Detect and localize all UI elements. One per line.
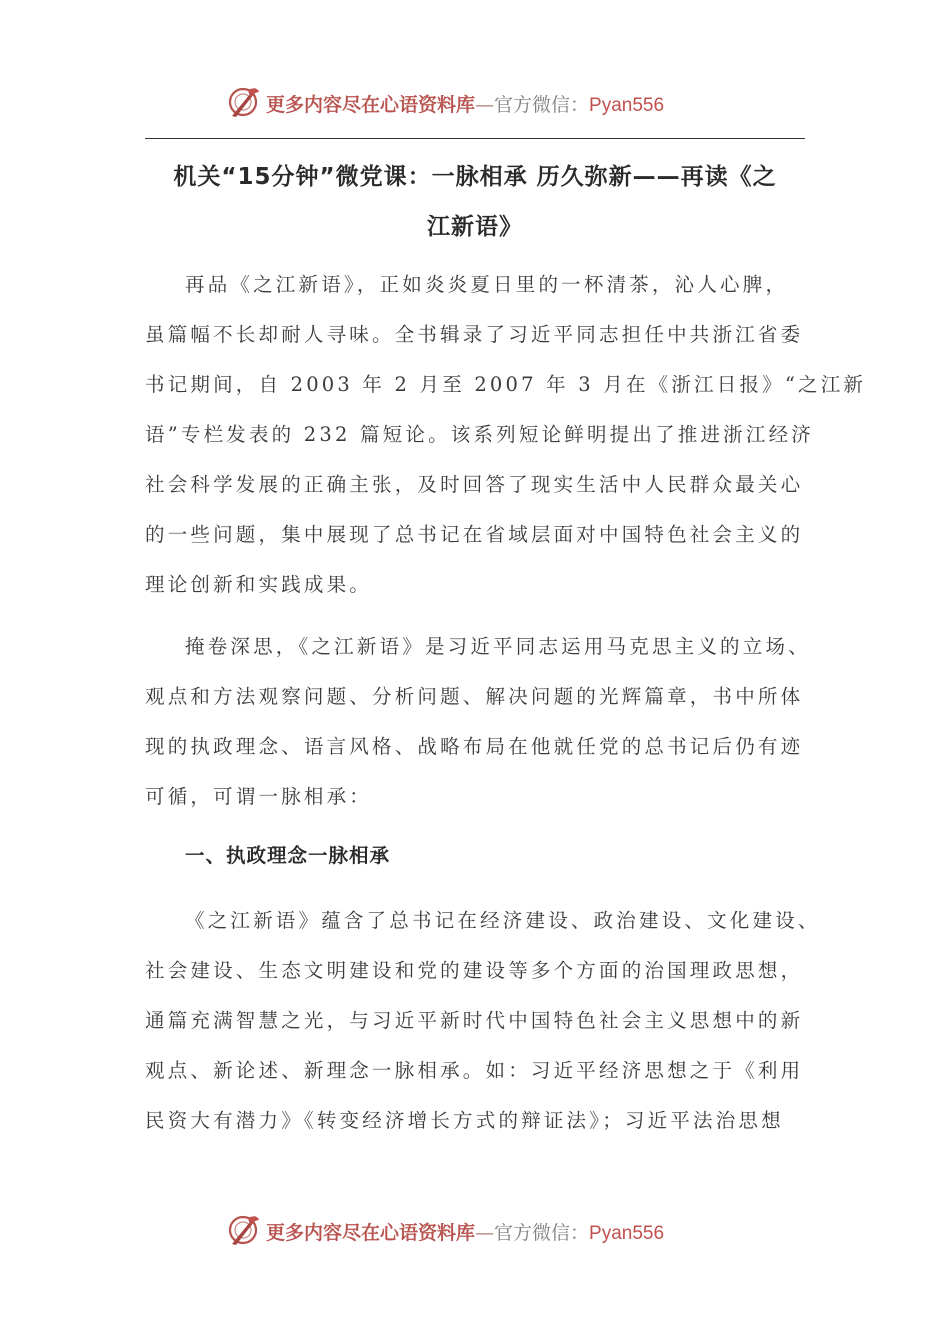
banner-main-text: 更多内容尽在心语资料库 [266,1222,476,1244]
quill-logo-icon [226,84,262,120]
banner-dash: — [475,1222,495,1244]
paragraph-line: 社会建设、生态文明建设和党的建设等多个方面的治国理政思想， [145,959,804,982]
header-divider [145,138,805,139]
paragraph-line: 虽篇幅不长却耐人寻味。全书辑录了习近平同志担任中共浙江省委 [145,323,804,346]
paragraph-2 [145,622,815,822]
paragraph-line: 观点、新论述、新理念一脉相承。如：习近平经济思想之于《利用 [145,1059,804,1082]
paragraph-line: 现的执政理念、语言风格、战略布局在他就任党的总书记后仍有迹 [145,735,804,758]
footer-watermark-banner [0,1210,950,1250]
title-line-1: 机关“15分钟”微党课：一脉相承 历久弥新——再读《之 [173,164,777,190]
paragraph-line: 可循，可谓一脉相承： [145,785,373,808]
paragraph-line: 语”专栏发表的 232 篇短论。该系列短论鲜明提出了推进浙江经济 [145,423,814,446]
quill-logo-icon [226,1212,262,1248]
section-heading-1: 一、执政理念一脉相承 [185,844,391,867]
paragraph-line: 掩卷深思，《之江新语》是习近平同志运用马克思主义的立场、 [185,635,811,658]
paragraph-3 [145,896,821,1146]
paragraph-line: 民资大有潜力》《转变经济增长方式的辩证法》；习近平法治思想 [145,1109,784,1132]
paragraph-line: 再品《之江新语》，正如炎炎夏日里的一杯清茶，沁人心脾， [185,273,789,296]
paragraph-line: 通篇充满智慧之光，与习近平新时代中国特色社会主义思想中的新 [145,1009,804,1032]
header-watermark-banner [0,82,950,122]
banner-official-label: 官方微信： [494,94,590,116]
document-title [145,152,805,252]
paragraph-1 [145,260,867,610]
banner-wechat-id: Pyan556 [589,1223,665,1244]
paragraph-line: 观点和方法观察问题、分析问题、解决问题的光辉篇章，书中所体 [145,685,804,708]
banner-wechat-id: Pyan556 [589,95,665,116]
paragraph-line: 书记期间，自 2003 年 2 月至 2007 年 3 月在《浙江日报》“之江新 [145,373,867,396]
paragraph-line: 《之江新语》蕴含了总书记在经济建设、政治建设、文化建设、 [185,909,821,932]
banner-main-text: 更多内容尽在心语资料库 [266,94,476,116]
banner-official-label: 官方微信： [494,1222,590,1244]
paragraph-line: 社会科学发展的正确主张，及时回答了现实生活中人民群众最关心 [145,473,804,496]
title-line-2: 江新语》 [427,214,523,240]
banner-dash: — [475,94,495,116]
paragraph-line: 理论创新和实践成果。 [145,573,373,596]
paragraph-line: 的一些问题，集中展现了总书记在省域层面对中国特色社会主义的 [145,523,804,546]
